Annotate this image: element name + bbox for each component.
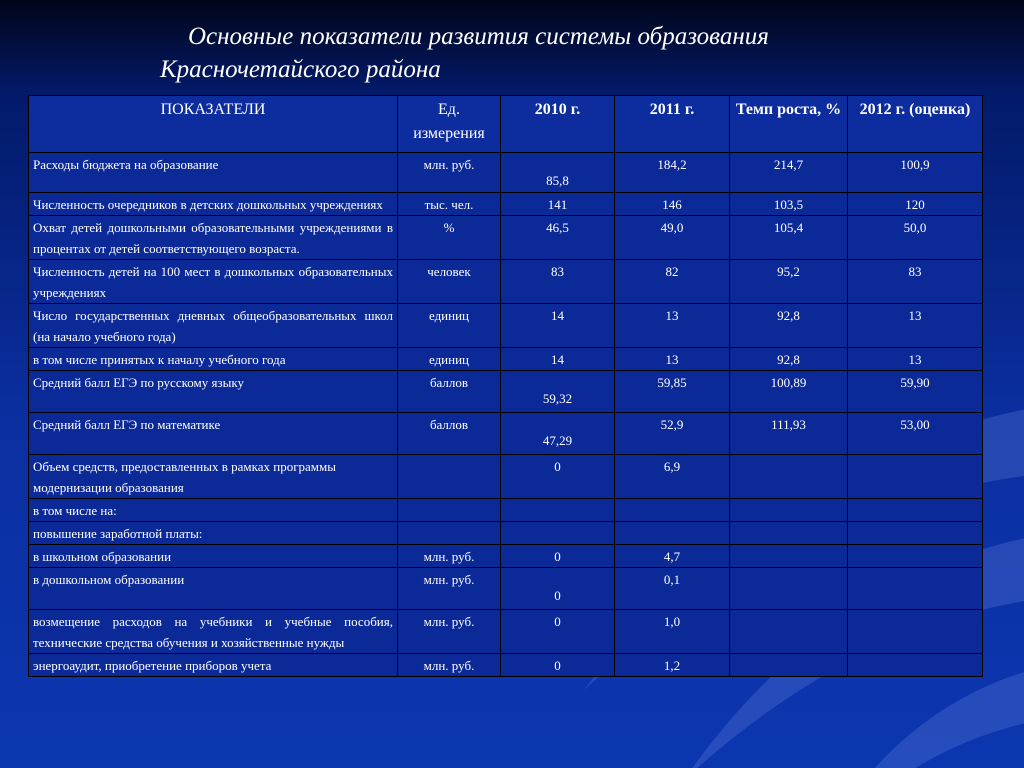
value-2012: [848, 610, 983, 654]
value-2011: 0,1: [615, 568, 730, 610]
value-growth: 111,93: [730, 413, 848, 455]
indicator-name: энергоаудит, приобретение приборов учета: [29, 654, 398, 677]
unit-cell: человек: [398, 260, 501, 304]
table-row: [29, 522, 983, 545]
value-growth: [730, 522, 848, 545]
value-2011: [615, 522, 730, 545]
value-growth: 95,2: [730, 260, 848, 304]
table-row: [29, 216, 983, 260]
page-title: [0, 20, 1024, 86]
value-growth: 214,7: [730, 153, 848, 193]
value-2010: 14: [501, 348, 615, 371]
value-2011: 146: [615, 193, 730, 216]
value-2010: [501, 522, 615, 545]
value-2010: [501, 413, 615, 455]
table-row: [29, 413, 983, 455]
indicator-name: Объем средств, предоставленных в рамках программы модернизации образования: [29, 455, 398, 499]
value-growth: [730, 610, 848, 654]
indicator-name: в том числе на:: [29, 499, 398, 522]
value-2011: 59,85: [615, 371, 730, 413]
value-2011: 6,9: [615, 455, 730, 499]
table-row: [29, 610, 983, 654]
indicator-name: в школьном образовании: [29, 545, 398, 568]
unit-cell: млн. руб.: [398, 153, 501, 193]
value-2012: [848, 455, 983, 499]
value-2011: 1,0: [615, 610, 730, 654]
value-2010: 83: [501, 260, 615, 304]
indicator-name: Охват детей дошкольными образовательными учреждениями в процентах от детей соответствующего возраста.: [29, 216, 398, 260]
indicator-name: возмещение расходов на учебники и учебные пособия, технические средства обучения и хозяйственные нужды: [29, 610, 398, 654]
col-header-indicators: ПОКАЗАТЕЛИ: [29, 96, 398, 153]
value-growth: 92,8: [730, 304, 848, 348]
unit-cell: [398, 522, 501, 545]
table-row: [29, 654, 983, 677]
col-header-2010: 2010 г.: [501, 96, 615, 153]
value-2010-text: 0: [554, 588, 561, 603]
unit-cell: баллов: [398, 413, 501, 455]
table-row: [29, 260, 983, 304]
value-2012: [848, 545, 983, 568]
value-2012: [848, 499, 983, 522]
value-2010: [501, 499, 615, 522]
value-2010: 14: [501, 304, 615, 348]
indicator-name: в том числе принятых к началу учебного года: [29, 348, 398, 371]
value-growth: [730, 568, 848, 610]
value-2010-text: 85,8: [546, 173, 569, 188]
value-2010: 0: [501, 654, 615, 677]
value-2010: 0: [501, 610, 615, 654]
unit-cell: млн. руб.: [398, 545, 501, 568]
value-2012: [848, 522, 983, 545]
table-row: [29, 348, 983, 371]
value-2011: 13: [615, 304, 730, 348]
value-growth: 100,89: [730, 371, 848, 413]
unit-cell: млн. руб.: [398, 568, 501, 610]
col-header-2011: 2011 г.: [615, 96, 730, 153]
table-row: [29, 568, 983, 610]
table-row: [29, 455, 983, 499]
col-header-2012: 2012 г. (оценка): [848, 96, 983, 153]
value-2011: 1,2: [615, 654, 730, 677]
value-2011: 13: [615, 348, 730, 371]
table-row: [29, 371, 983, 413]
value-2012: 100,9: [848, 153, 983, 193]
table-row: [29, 193, 983, 216]
value-2012: [848, 568, 983, 610]
col-header-growth: Темп роста, %: [730, 96, 848, 153]
value-2010-text: 47,29: [542, 433, 573, 448]
table-row: [29, 545, 983, 568]
value-2012: [848, 654, 983, 677]
value-growth: 105,4: [730, 216, 848, 260]
value-2011: 49,0: [615, 216, 730, 260]
page-title-line2: Красночетайского района: [160, 56, 441, 83]
value-growth: [730, 654, 848, 677]
value-2010: 46,5: [501, 216, 615, 260]
value-growth: 103,5: [730, 193, 848, 216]
unit-cell: баллов: [398, 371, 501, 413]
unit-cell: тыс. чел.: [398, 193, 501, 216]
value-2012: 13: [848, 348, 983, 371]
indicator-name: Средний балл ЕГЭ по математике: [29, 413, 398, 455]
value-2012: 13: [848, 304, 983, 348]
value-2012: 59,90: [848, 371, 983, 413]
value-growth: [730, 455, 848, 499]
col-header-unit: Ед. измерения: [398, 96, 501, 153]
unit-cell: [398, 455, 501, 499]
table-row: [29, 304, 983, 348]
indicator-name: в дошкольном образовании: [29, 568, 398, 610]
value-2010: [501, 371, 615, 413]
table-header-row: [29, 96, 983, 153]
value-growth: [730, 499, 848, 522]
table-row: [29, 153, 983, 193]
value-growth: 92,8: [730, 348, 848, 371]
unit-cell: млн. руб.: [398, 610, 501, 654]
value-2012: 83: [848, 260, 983, 304]
indicator-name: повышение заработной платы:: [29, 522, 398, 545]
value-2012: 120: [848, 193, 983, 216]
value-2011: 184,2: [615, 153, 730, 193]
value-growth: [730, 545, 848, 568]
value-2012: 53,00: [848, 413, 983, 455]
indicator-name: Расходы бюджета на образование: [29, 153, 398, 193]
value-2012: 50,0: [848, 216, 983, 260]
value-2010: 0: [501, 545, 615, 568]
indicator-name: Средний балл ЕГЭ по русскому языку: [29, 371, 398, 413]
unit-cell: единиц: [398, 304, 501, 348]
indicators-table: [28, 95, 983, 677]
value-2011: 52,9: [615, 413, 730, 455]
table-row: [29, 499, 983, 522]
unit-cell: [398, 499, 501, 522]
value-2010: 0: [501, 455, 615, 499]
value-2011: [615, 499, 730, 522]
value-2010-text: 59,32: [542, 391, 573, 406]
unit-cell: %: [398, 216, 501, 260]
value-2010: [501, 153, 615, 193]
indicator-name: Численность очередников в детских дошкольных учреждениях: [29, 193, 398, 216]
value-2010: [501, 568, 615, 610]
unit-cell: единиц: [398, 348, 501, 371]
page-title-line1: Основные показатели развития системы образования: [188, 23, 769, 50]
value-2011: 4,7: [615, 545, 730, 568]
unit-cell: млн. руб.: [398, 654, 501, 677]
value-2011: 82: [615, 260, 730, 304]
value-2010: 141: [501, 193, 615, 216]
indicator-name: Численность детей на 100 мест в дошкольных образовательных учреждениях: [29, 260, 398, 304]
indicator-name: Число государственных дневных общеобразовательных школ (на начало учебного года): [29, 304, 398, 348]
